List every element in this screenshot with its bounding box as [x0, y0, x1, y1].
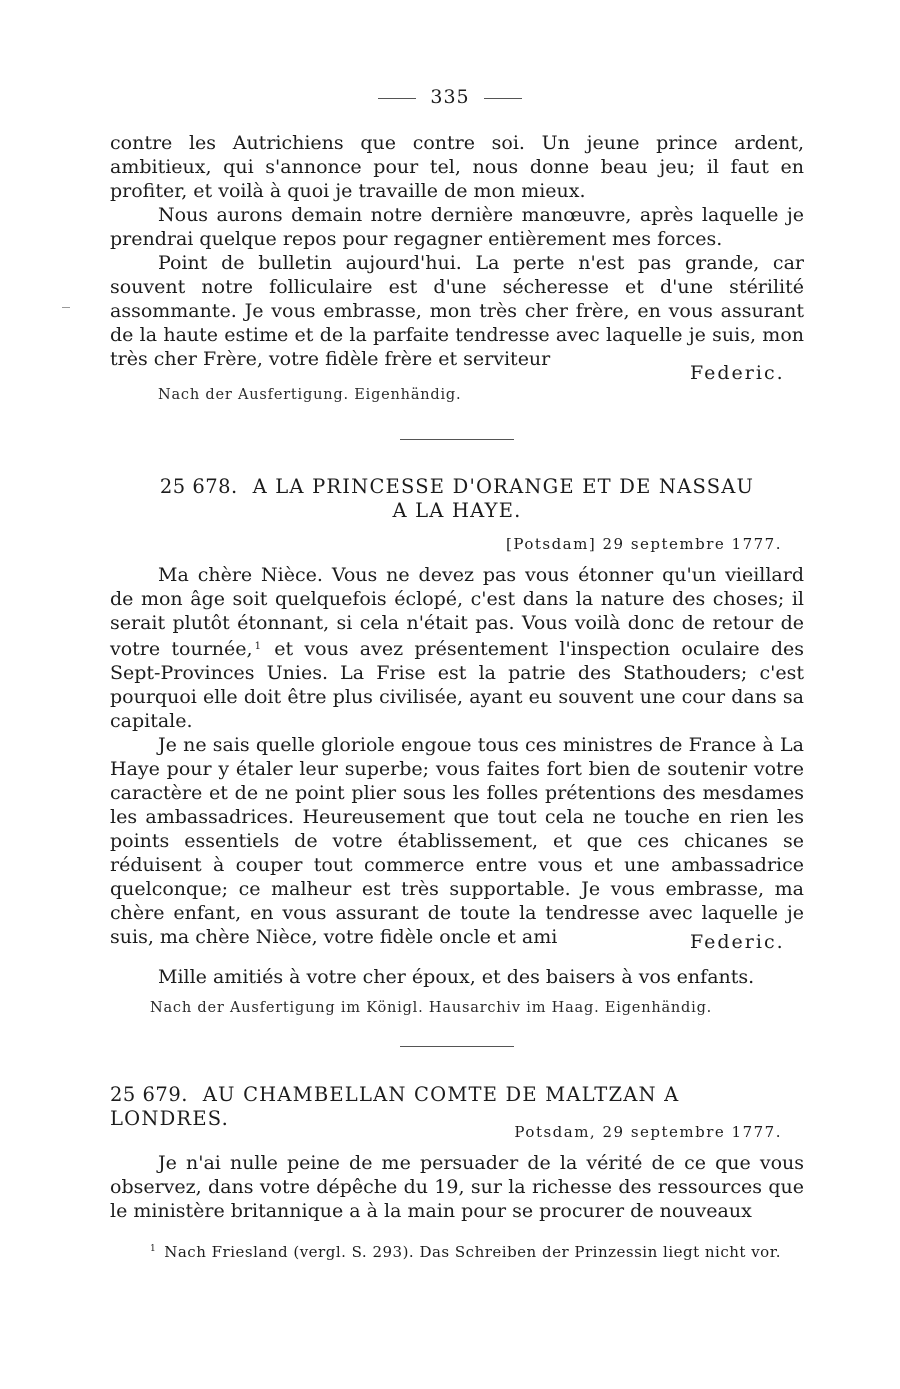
margin-mark: [62, 307, 70, 308]
letter3-number: 25 679.: [110, 1083, 188, 1106]
section-divider: [400, 439, 514, 440]
letter3-paragraph: Je n'ai nulle peine de me persuader de la vérité de ce que vous observez, dans votre dépêche du 19, sur la richesse des ressources que le ministère britannique a à la main pour se procurer de nouveaux: [110, 1152, 804, 1222]
letter2-source-note: Nach der Ausfertigung im Königl. Hausarchiv im Haag. Eigenhändig.: [150, 1000, 713, 1016]
section-divider: [400, 1046, 514, 1047]
letter3-dateline: Potsdam, 29 septembre 1777.: [514, 1123, 782, 1141]
letter3-body: [110, 1151, 804, 1223]
letter1-paragraph: Point de bulletin aujourd'hui. La perte n'est pas grande, car souvent notre folliculaire est d'une sécheresse et d'une stérilité assommante. Je vous embrasse, mon très cher frère, en vous assurant de la haute estime et de la parfaite tendresse avec laquelle je suis, mon très cher Frère, votre fidèle frère et serviteur: [110, 252, 804, 370]
letter1-signature: Federic.: [690, 362, 785, 384]
letter2-paragraph-text: Ma chère Nièce. Vous ne devez pas vous étonner qu'un vieillard de mon âge soit quelquefois éclopé, c'est dans la nature des choses; il serait plutôt étonnant, si cela n'était pas. Vous voilà donc de retour de votre tournée,: [110, 564, 804, 660]
letter2-number: 25 678.: [159, 475, 238, 498]
header-dash-right: [484, 98, 522, 99]
page-header: [0, 86, 900, 108]
letter2-title-line1: A LA PRINCESSE D'ORANGE ET DE NASSAU: [252, 475, 755, 498]
letter1-source-note: Nach der Ausfertigung. Eigenhändig.: [158, 387, 462, 403]
letter3-title: AU CHAMBELLAN COMTE DE MALTZAN A LONDRES.: [110, 1083, 680, 1130]
letter2-body: [110, 563, 804, 949]
letter1-paragraph: contre les Autrichiens que contre soi. Un jeune prince ardent, ambitieux, qui s'annonce pour tel, nous donne beau jeu; il faut en profiter, et voilà à quoi je travaille de mon mieux.: [110, 132, 804, 202]
footnote-mark: 1: [150, 1244, 157, 1254]
letter2-title-line2: A LA HAYE.: [392, 499, 522, 522]
letter1-paragraph: Nous aurons demain notre dernière manœuvre, après laquelle je prendrai quelque repos pour regagner entièrement mes forces.: [110, 204, 804, 250]
footnote-text: Nach Friesland (vergl. S. 293). Das Schreiben der Prinzessin liegt nicht vor.: [164, 1243, 782, 1261]
letter2-paragraph: [110, 563, 804, 733]
letter2-dateline: [Potsdam] 29 septembre 1777.: [505, 535, 782, 553]
letter2-postscript-block: [110, 965, 804, 989]
header-dash-left: [378, 98, 416, 99]
letter1-body: [110, 131, 804, 371]
letter2-paragraph: Je ne sais quelle gloriole engoue tous ces ministres de France à La Haye pour y étaler leur superbe; vous faites fort bien de soutenir votre caractère et de ne point plier sous les folles prétentions des mesdames les ambassadrices. Heureusement que tout cela ne touche en rien les points essentiels de votre établissement, et que ces chicanes se réduisent à couper tout commerce entre vous et une ambassadrice quelconque; ce malheur est très supportable. Je vous embrasse, ma chère enfant, en vous assurant de toute la tendresse avec laquelle je suis, ma chère Nièce, votre fidèle oncle et ami: [110, 734, 804, 948]
letter2-paragraph-text: et vous avez présentement l'inspection oculaire des Sept-Provinces Unies. La Frise est la patrie des Stathouders; c'est pourquoi elle doit être plus civilisée, ayant eu souvent une cour dans sa capitale.: [110, 638, 804, 732]
letter2-heading: [110, 475, 804, 523]
footnote-reference: 1: [254, 641, 261, 652]
page-number: 335: [430, 86, 470, 108]
letter2-postscript: Mille amitiés à votre cher époux, et des baisers à vos enfants.: [158, 966, 755, 988]
footnote: [150, 1243, 781, 1261]
letter2-signature: Federic.: [690, 931, 785, 953]
